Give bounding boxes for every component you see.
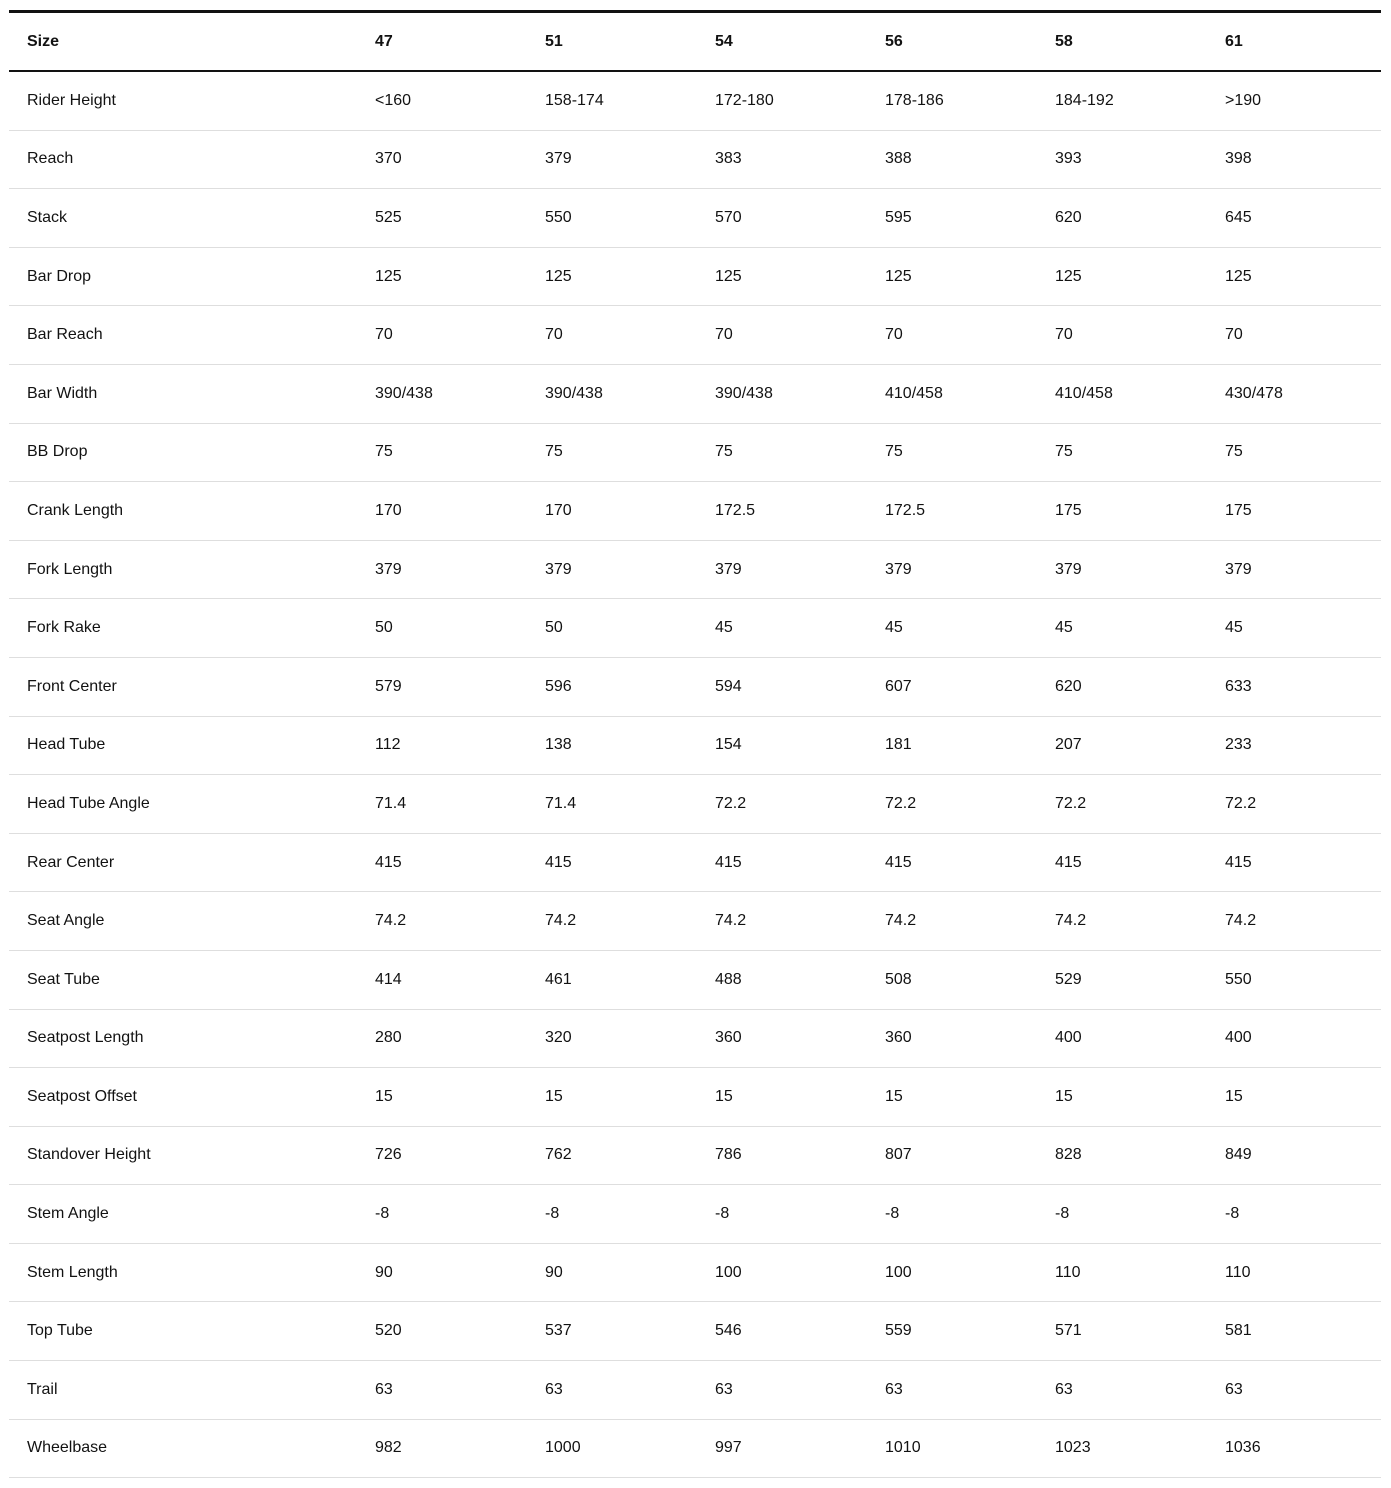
spec-value: 75 [885,443,903,461]
spec-value: 184-192 [1055,91,1114,109]
table-row [9,1009,1381,1068]
spec-value: 320 [545,1029,572,1047]
spec-value: 72.2 [1055,794,1087,812]
spec-value: 390/438 [375,384,433,402]
spec-value: 379 [1055,560,1082,578]
spec-value: 125 [1055,267,1082,285]
spec-value: -8 [545,1205,560,1223]
spec-value: 579 [375,677,402,695]
spec-value: 207 [1055,736,1082,754]
row-label: Crank Length [27,501,124,519]
row-label: Fork Rake [27,619,101,637]
spec-value: 559 [885,1322,912,1340]
header-size-51: 51 [545,32,563,50]
spec-value: -8 [1225,1205,1240,1223]
spec-value: -8 [375,1205,390,1223]
spec-value: 15 [545,1087,563,1105]
spec-value: 400 [1055,1029,1082,1047]
spec-value: 400 [1225,1029,1252,1047]
spec-value: 74.2 [885,912,917,930]
table-body [9,71,1381,1478]
spec-value: 50 [545,619,563,637]
spec-value: 112 [375,736,401,754]
row-label: Rear Center [27,853,115,871]
spec-value: 74.2 [545,912,577,930]
spec-value: 537 [545,1322,572,1340]
table-row [9,1302,1381,1361]
spec-value: 633 [1225,677,1252,695]
spec-value: 110 [1055,1263,1081,1281]
spec-value: -8 [1055,1205,1070,1223]
spec-value: 74.2 [1225,912,1257,930]
spec-value: 645 [1225,208,1252,226]
spec-value: 170 [375,501,402,519]
spec-value: 138 [545,736,572,754]
spec-value: 63 [1225,1380,1243,1398]
row-label: Stem Angle [27,1205,109,1223]
spec-value: 410/458 [1055,384,1113,402]
spec-value: -8 [715,1205,730,1223]
spec-value: 488 [715,970,742,988]
spec-value: 71.4 [545,794,577,812]
table-row [9,599,1381,658]
spec-value: 415 [375,853,402,871]
spec-value: 570 [715,208,742,226]
spec-value: 181 [885,736,912,754]
table-row [9,1185,1381,1244]
spec-value: 581 [1225,1322,1252,1340]
spec-value: 158-174 [545,91,604,109]
table-row [9,892,1381,951]
spec-value: 520 [375,1322,402,1340]
spec-value: 525 [375,208,402,226]
spec-value: 393 [1055,150,1082,168]
spec-value: 75 [1055,443,1073,461]
spec-value: 415 [1225,853,1252,871]
spec-value: 849 [1225,1146,1252,1164]
spec-value: 125 [885,267,912,285]
spec-value: 360 [715,1029,742,1047]
spec-value: 390/438 [715,384,773,402]
spec-value: 125 [1225,267,1252,285]
spec-value: 50 [375,619,393,637]
spec-value: 74.2 [375,912,407,930]
row-label: Trail [27,1380,58,1398]
spec-value: 596 [545,677,572,695]
spec-value: 63 [885,1380,903,1398]
row-label: Bar Reach [27,326,103,344]
spec-value: 74.2 [1055,912,1087,930]
spec-value: 461 [545,970,572,988]
spec-value: 379 [1225,560,1252,578]
spec-value: 70 [1225,326,1243,344]
header-size-47: 47 [375,32,393,50]
table-row [9,833,1381,892]
spec-value: >190 [1225,91,1262,109]
spec-value: 175 [1055,501,1082,519]
header-size-61: 61 [1225,32,1243,50]
row-label: Head Tube [27,736,106,754]
spec-value: 546 [715,1322,742,1340]
spec-value: 414 [375,970,402,988]
table-row [9,364,1381,423]
row-label: Stem Length [27,1263,118,1281]
spec-value: 390/438 [545,384,603,402]
row-label: Top Tube [27,1322,93,1340]
table-head [9,12,1381,72]
row-label: Fork Length [27,560,113,578]
spec-value: 379 [885,560,912,578]
spec-value: 45 [1055,619,1073,637]
spec-value: 1010 [885,1439,921,1457]
spec-value: 15 [715,1087,733,1105]
spec-value: 70 [715,326,733,344]
spec-value: 415 [545,853,572,871]
spec-value: 170 [545,501,572,519]
row-label: Seatpost Length [27,1029,144,1047]
spec-value: 726 [375,1146,402,1164]
spec-value: 75 [1225,443,1243,461]
header-row [9,12,1381,72]
row-label: Wheelbase [27,1439,108,1457]
spec-value: 379 [715,560,742,578]
table-row [9,1243,1381,1302]
table-row [9,423,1381,482]
row-label: Seat Tube [27,970,100,988]
row-label: Seat Angle [27,912,105,930]
spec-value: 154 [715,736,742,754]
spec-value: 280 [375,1029,402,1047]
spec-value: 100 [715,1263,742,1281]
spec-value: 15 [375,1087,393,1105]
spec-value: 45 [1225,619,1243,637]
header-size-58: 58 [1055,32,1073,50]
spec-value: 571 [1055,1322,1082,1340]
table-row [9,1419,1381,1478]
spec-value: 72.2 [1225,794,1257,812]
table-row [9,950,1381,1009]
spec-value: 982 [375,1439,402,1457]
spec-value: 15 [885,1087,903,1105]
header-size-54: 54 [715,32,733,50]
spec-value: 15 [1055,1087,1073,1105]
table-row [9,540,1381,599]
table-row [9,657,1381,716]
spec-value: 172.5 [885,501,926,519]
spec-value: 175 [1225,501,1252,519]
spec-value: 550 [1225,970,1252,988]
geometry-table [9,10,1381,1478]
spec-value: 379 [545,560,572,578]
header-size-label: Size [27,32,60,50]
spec-value: 620 [1055,677,1082,695]
spec-value: 786 [715,1146,742,1164]
spec-value: <160 [375,91,412,109]
spec-value: 90 [545,1263,563,1281]
row-label: Bar Width [27,384,98,402]
spec-value: 233 [1225,736,1252,754]
spec-value: 807 [885,1146,912,1164]
spec-value: 125 [375,267,402,285]
spec-value: -8 [885,1205,900,1223]
spec-value: 75 [715,443,733,461]
table-row [9,247,1381,306]
table-row [9,1068,1381,1127]
spec-value: 607 [885,677,912,695]
spec-value: 63 [375,1380,393,1398]
spec-value: 63 [715,1380,733,1398]
spec-value: 74.2 [715,912,747,930]
spec-value: 63 [1055,1380,1073,1398]
spec-value: 762 [545,1146,572,1164]
spec-value: 379 [545,150,572,168]
spec-value: 172-180 [715,91,774,109]
row-label: Reach [27,150,74,168]
spec-value: 45 [715,619,733,637]
spec-value: 1000 [545,1439,581,1457]
spec-value: 90 [375,1263,393,1281]
spec-value: 415 [1055,853,1082,871]
row-label: Bar Drop [27,267,92,285]
table-row [9,775,1381,834]
table-row [9,71,1381,130]
spec-value: 70 [545,326,563,344]
spec-value: 594 [715,677,742,695]
spec-value: 410/458 [885,384,943,402]
row-label: Seatpost Offset [27,1087,137,1105]
spec-value: 415 [715,853,742,871]
row-label: BB Drop [27,443,88,461]
spec-value: 72.2 [885,794,917,812]
row-label: Stack [27,208,68,226]
spec-value: 71.4 [375,794,407,812]
table-row [9,130,1381,189]
spec-value: 125 [545,267,572,285]
table-row [9,1126,1381,1185]
spec-value: 383 [715,150,742,168]
spec-value: 388 [885,150,912,168]
spec-value: 72.2 [715,794,747,812]
spec-value: 125 [715,267,742,285]
spec-value: 1036 [1225,1439,1261,1457]
spec-value: 75 [375,443,393,461]
spec-value: 70 [375,326,393,344]
spec-value: 70 [885,326,903,344]
spec-value: 70 [1055,326,1073,344]
row-label: Standover Height [27,1146,151,1164]
spec-value: 595 [885,208,912,226]
spec-value: 620 [1055,208,1082,226]
spec-value: 430/478 [1225,384,1283,402]
spec-value: 110 [1225,1263,1251,1281]
spec-value: 75 [545,443,563,461]
spec-value: 100 [885,1263,912,1281]
spec-value: 508 [885,970,912,988]
spec-value: 997 [715,1439,742,1457]
spec-value: 172.5 [715,501,756,519]
spec-value: 379 [375,560,402,578]
table-row [9,189,1381,248]
spec-value: 828 [1055,1146,1082,1164]
spec-value: 529 [1055,970,1082,988]
spec-value: 360 [885,1029,912,1047]
table-row [9,482,1381,541]
spec-value: 550 [545,208,572,226]
header-size-56: 56 [885,32,903,50]
table-row [9,716,1381,775]
row-label: Front Center [27,677,117,695]
table-row [9,1361,1381,1420]
spec-value: 415 [885,853,912,871]
spec-value: 15 [1225,1087,1243,1105]
spec-value: 398 [1225,150,1252,168]
spec-value: 63 [545,1380,563,1398]
spec-value: 178-186 [885,91,944,109]
spec-value: 45 [885,619,903,637]
row-label: Rider Height [27,91,116,109]
row-label: Head Tube Angle [27,794,150,812]
spec-value: 370 [375,150,402,168]
spec-value: 1023 [1055,1439,1091,1457]
table-row [9,306,1381,365]
